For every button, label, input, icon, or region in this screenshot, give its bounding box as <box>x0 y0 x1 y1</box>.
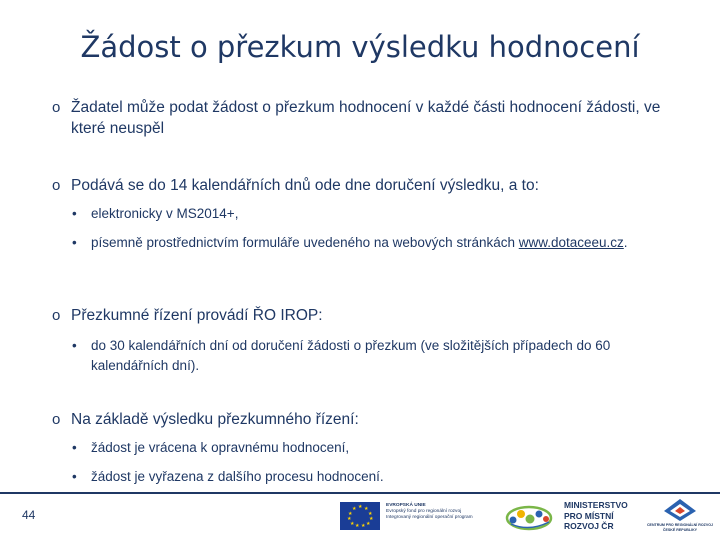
sub-bullet-electronic <box>72 204 672 224</box>
bullet-text: Přezkumné řízení provádí ŘO IROP: <box>71 307 323 324</box>
crr-logo-block <box>640 497 720 537</box>
sub-bullet-text-end: . <box>623 235 628 250</box>
sub-bullet-text: žádost je vrácena k opravnému hodnocení, <box>91 440 350 455</box>
crr-line1: CENTRUM PRO REGIONÁLNÍ ROZVOJ <box>646 523 714 527</box>
irop-logo-icon <box>503 502 555 532</box>
bullet-applicant-rights <box>52 97 682 139</box>
bullet-marker: o <box>52 177 61 194</box>
ministry-line2: PRO MÍSTNÍ <box>564 510 614 521</box>
eu-line3: Integrovaný regionální operační program <box>386 515 473 520</box>
sub-bullet-marker: • <box>72 206 77 221</box>
sub-bullet-marker: • <box>72 338 77 353</box>
sub-bullet-marker: • <box>72 440 77 455</box>
sub-bullet-marker: • <box>72 235 77 250</box>
bullet-marker: o <box>52 99 61 116</box>
ministry-logo-block <box>560 500 636 534</box>
eu-line2: Evropský fond pro regionální rozvoj <box>386 509 462 514</box>
sub-bullet-review-deadline <box>72 336 672 376</box>
crr-logo-icon <box>660 497 700 523</box>
sub-bullet-text: elektronicky v MS2014+, <box>91 206 239 221</box>
sub-bullet-excluded <box>72 467 672 487</box>
bullet-marker: o <box>52 307 61 324</box>
footer-divider <box>0 492 720 494</box>
bullet-review-authority <box>52 305 682 326</box>
bullet-text: Podává se do 14 kalendářních dnů ode dne doručení výsledku, a to: <box>71 177 539 194</box>
ministry-line1: MINISTERSTVO <box>564 500 628 510</box>
sub-bullet-text-main: písemně prostřednictvím formuláře uvedeného na webových stránkách <box>91 235 519 250</box>
eu-line1: EVROPSKÁ UNIE <box>386 503 426 508</box>
slide-title: Žádost o přezkum výsledku hodnocení <box>80 30 640 64</box>
bullet-text: Na základě výsledku přezkumného řízení: <box>71 411 359 428</box>
dotaceeu-link[interactable]: www.dotaceeu.cz <box>518 235 624 250</box>
sub-bullet-written <box>72 233 672 253</box>
crr-line2: ČESKÉ REPUBLIKY <box>662 527 698 532</box>
eu-logo-text <box>386 503 498 521</box>
bullet-deadline <box>52 175 682 196</box>
sub-bullet-text: žádost je vyřazena z dalšího procesu hodnocení. <box>91 469 384 484</box>
eu-flag-icon: ★ ★ ★ ★ ★ ★ ★ ★ ★ ★ ★ <box>340 502 380 530</box>
bullet-marker: o <box>52 411 61 428</box>
ministry-logo-text <box>564 500 628 532</box>
eu-logo-block <box>340 499 495 533</box>
sub-bullet-returned <box>72 438 672 458</box>
ministry-line3: ROZVOJ ČR <box>564 521 614 531</box>
bullet-review-result <box>52 409 682 430</box>
sub-bullet-text: do 30 kalendářních dní od doručení žádosti o přezkum (ve složitějších případech do 60 kalendářních dní). <box>91 338 611 373</box>
page-number: 44 <box>22 508 36 522</box>
crr-logo-text <box>640 523 720 532</box>
sub-bullet-text <box>91 233 672 253</box>
sub-bullet-marker: • <box>72 469 77 484</box>
bullet-text: Žadatel může podat žádost o přezkum hodnocení v každé části hodnocení žádosti, ve které neuspěl <box>71 99 661 137</box>
